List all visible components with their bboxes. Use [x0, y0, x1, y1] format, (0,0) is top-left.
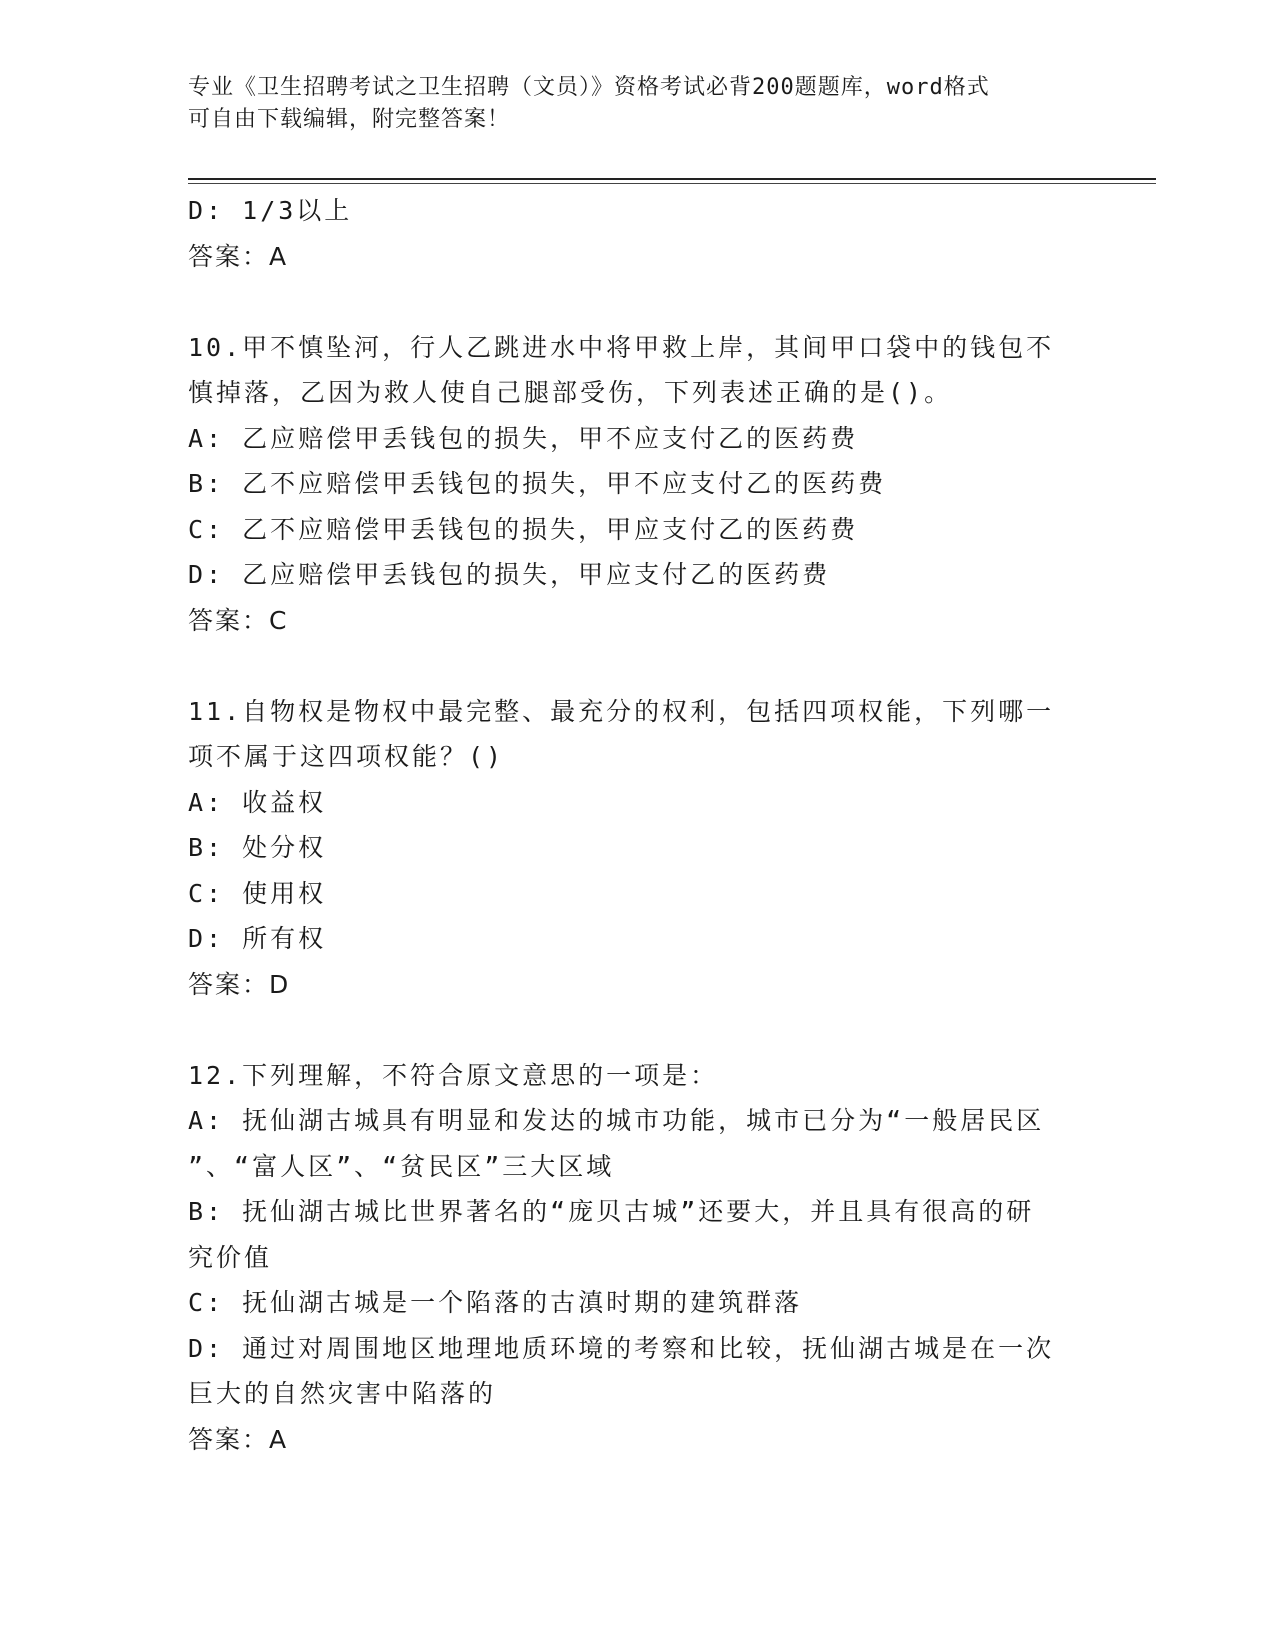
header-line-1: 专业《卫生招聘考试之卫生招聘（文员）》资格考试必背200题题库，word格式 [188, 75, 990, 100]
option-d: D: 所有权 [188, 924, 327, 953]
option-d-continued: 巨大的自然灾害中陷落的 [188, 1379, 497, 1408]
question-11 [188, 689, 1088, 1008]
option-c: C: 使用权 [188, 878, 327, 908]
option-b-continued: 究价值 [188, 1242, 273, 1272]
option-a: A: 收益权 [188, 787, 327, 817]
answer-line: 答案：A [188, 241, 289, 271]
answer-line: 答案：D [188, 969, 291, 999]
question-10 [188, 325, 1088, 644]
answer-line: 答案：A [188, 1424, 289, 1454]
spacer [188, 279, 1088, 325]
question-stem: 11.自物权是物权中最完整、最充分的权利，包括四项权能，下列哪一 [188, 696, 1055, 726]
document-header [188, 72, 1068, 136]
question-stem: 10.甲不慎坠河，行人乙跳进水中将甲救上岸，其间甲口袋中的钱包不 [188, 332, 1055, 362]
question-list [188, 188, 1088, 1462]
option-d: D: 通过对周围地区地理地质环境的考察和比较，抚仙湖古城是在一次 [188, 1333, 1055, 1363]
header-divider-thin [188, 183, 1156, 184]
option-a-continued: ”、“富人区”、“贫民区”三大区域 [188, 1151, 615, 1181]
option-d: D: 1/3以上 [188, 196, 353, 225]
header-line-2: 可自由下载编辑，附完整答案！ [188, 107, 511, 132]
option-a: A: 乙应赔偿甲丢钱包的损失，甲不应支付乙的医药费 [188, 423, 859, 453]
question-stem: 慎掉落，乙因为救人使自己腿部受伤，下列表述正确的是()。 [188, 378, 953, 407]
option-c: C: 抚仙湖古城是一个陷落的古滇时期的建筑群落 [188, 1288, 803, 1317]
question-stem: 12.下列理解，不符合原文意思的一项是： [188, 1060, 719, 1090]
option-b: B: 处分权 [188, 833, 327, 862]
question-12 [188, 1053, 1088, 1463]
header-divider-thick [188, 178, 1156, 180]
option-c: C: 乙不应赔偿甲丢钱包的损失，甲应支付乙的医药费 [188, 514, 859, 544]
option-b: B: 乙不应赔偿甲丢钱包的损失，甲不应支付乙的医药费 [188, 469, 887, 498]
question-stem: 项不属于这四项权能？() [188, 742, 505, 771]
option-a: A: 抚仙湖古城具有明显和发达的城市功能，城市已分为“一般居民区 [188, 1106, 1045, 1135]
option-b: B: 抚仙湖古城比世界著名的“庞贝古城”还要大，并且具有很高的研 [188, 1197, 1035, 1226]
spacer [188, 643, 1088, 689]
option-d: D: 乙应赔偿甲丢钱包的损失，甲应支付乙的医药费 [188, 560, 831, 589]
answer-line: 答案：C [188, 605, 289, 635]
spacer [188, 1007, 1088, 1053]
